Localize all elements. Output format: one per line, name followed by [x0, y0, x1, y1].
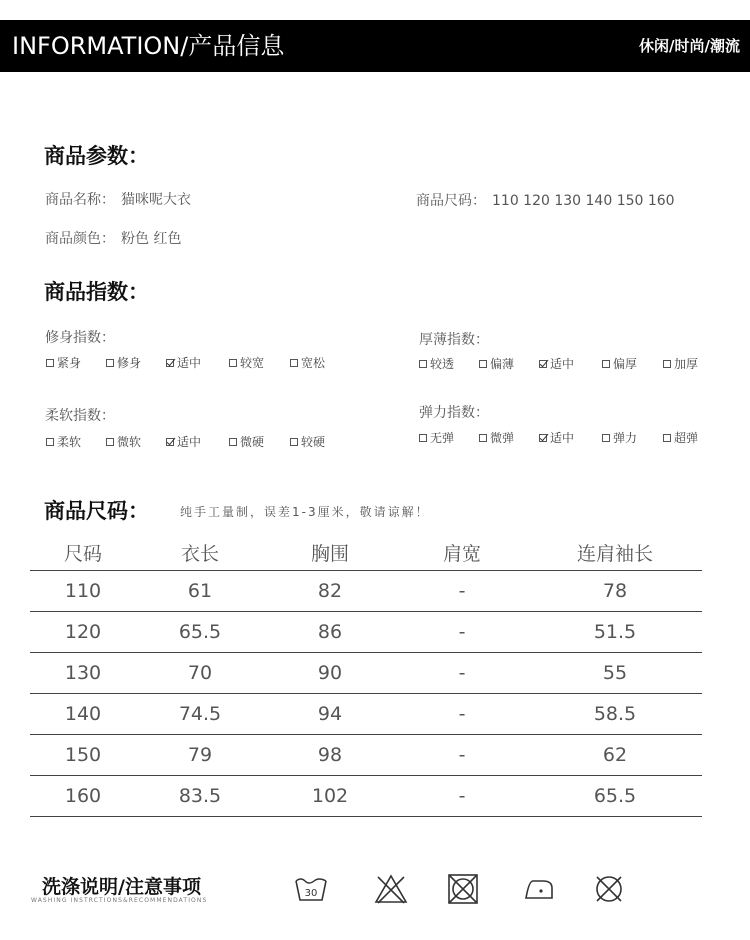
index-option — [479, 429, 539, 446]
checkbox-icon — [290, 359, 298, 367]
table-cell: 61 — [136, 571, 264, 612]
iron-low-icon — [521, 872, 557, 906]
table-cell: - — [396, 571, 528, 612]
sizes-note: 纯手工量制，误差1-3厘米，敬请谅解！ — [180, 505, 430, 519]
index-option-label: 微硬 — [240, 435, 265, 449]
index-option-label: 修身 — [117, 356, 142, 370]
checked-box-icon — [539, 360, 547, 368]
index-option — [602, 429, 663, 446]
checkbox-icon — [479, 434, 487, 442]
sizes-title: 商品尺码： — [44, 499, 149, 523]
checkbox-icon — [602, 434, 610, 442]
table-cell: 94 — [264, 694, 396, 735]
index-options-fit — [46, 354, 325, 371]
index-option — [539, 355, 602, 372]
index-option-label: 微弹 — [490, 431, 515, 445]
checked-box-icon — [166, 438, 174, 446]
index-option — [419, 429, 479, 446]
table-cell: - — [396, 776, 528, 817]
washing-subtitle: WASHING INSTRCTIONS&RECOMMENDATIONS — [31, 897, 208, 904]
table-cell: 65.5 — [136, 612, 264, 653]
index-option-label: 柔软 — [57, 435, 82, 449]
size-table — [30, 534, 702, 817]
table-cell: 51.5 — [528, 612, 702, 653]
index-option — [229, 433, 290, 450]
no-tumble-dry-icon — [445, 872, 481, 906]
table-cell: - — [396, 694, 528, 735]
index-option — [539, 429, 602, 446]
product-size-value: 110 120 130 140 150 160 — [492, 193, 675, 209]
table-cell: 78 — [528, 571, 702, 612]
table-cell: 150 — [30, 735, 136, 776]
index-option — [166, 433, 229, 450]
index-option-label: 超弹 — [674, 431, 699, 445]
index-option — [663, 355, 698, 372]
table-cell: 140 — [30, 694, 136, 735]
table-cell: 160 — [30, 776, 136, 817]
table-row — [30, 735, 702, 776]
table-cell: 86 — [264, 612, 396, 653]
table-cell: 98 — [264, 735, 396, 776]
size-header-cell: 胸围 — [264, 534, 396, 571]
index-option — [602, 355, 663, 372]
index-option-label: 较硬 — [301, 435, 326, 449]
washing-title: 洗涤说明/注意事项 — [42, 876, 201, 898]
product-name — [45, 189, 191, 209]
no-bleach-icon — [373, 872, 409, 906]
checkbox-icon — [602, 360, 610, 368]
index-label-thickness: 厚薄指数： — [419, 332, 489, 348]
index-option — [663, 429, 698, 446]
index-option — [166, 354, 229, 371]
index-option-label: 偏厚 — [613, 357, 638, 371]
index-option-label: 弹力 — [613, 431, 638, 445]
checkbox-icon — [46, 438, 54, 446]
table-cell: - — [396, 735, 528, 776]
table-cell: 83.5 — [136, 776, 264, 817]
table-cell: 70 — [136, 653, 264, 694]
table-cell: 58.5 — [528, 694, 702, 735]
index-option — [106, 433, 166, 450]
checked-box-icon — [539, 434, 547, 442]
checkbox-icon — [419, 360, 427, 368]
index-option — [46, 354, 106, 371]
checkbox-icon — [229, 359, 237, 367]
table-cell: - — [396, 612, 528, 653]
table-cell: 74.5 — [136, 694, 264, 735]
index-option-label: 适中 — [177, 435, 202, 449]
header-title: INFORMATION/产品信息 — [12, 32, 285, 60]
no-dry-clean-icon — [591, 872, 627, 906]
checkbox-icon — [106, 438, 114, 446]
index-option-label: 紧身 — [57, 356, 82, 370]
checked-box-icon — [166, 359, 174, 367]
table-cell: 90 — [264, 653, 396, 694]
product-name-value: 猫咪呢大衣 — [121, 192, 191, 208]
index-label-fit: 修身指数： — [45, 330, 115, 346]
table-cell: 110 — [30, 571, 136, 612]
table-row — [30, 776, 702, 817]
index-option-label: 加厚 — [674, 357, 699, 371]
product-size — [416, 190, 675, 210]
table-row — [30, 571, 702, 612]
product-color — [45, 228, 181, 248]
params-title: 商品参数： — [44, 144, 149, 168]
table-cell: 120 — [30, 612, 136, 653]
header-tagline: 休闲/时尚/潮流 — [639, 37, 740, 55]
size-header-cell: 衣长 — [136, 534, 264, 571]
table-cell: 65.5 — [528, 776, 702, 817]
checkbox-icon — [229, 438, 237, 446]
index-option — [106, 354, 166, 371]
index-label-elasticity: 弹力指数： — [419, 405, 489, 421]
index-option-label: 无弹 — [430, 431, 455, 445]
index-option-label: 微软 — [117, 435, 142, 449]
table-cell: 55 — [528, 653, 702, 694]
checkbox-icon — [663, 360, 671, 368]
index-option-label: 适中 — [177, 356, 202, 370]
index-option-label: 偏薄 — [490, 357, 515, 371]
index-option — [229, 354, 290, 371]
index-option — [290, 354, 325, 371]
checkbox-icon — [479, 360, 487, 368]
index-options-thickness — [419, 355, 698, 372]
table-cell: 79 — [136, 735, 264, 776]
table-row — [30, 694, 702, 735]
product-size-label: 商品尺码： — [416, 193, 486, 209]
table-row — [30, 653, 702, 694]
table-cell: 62 — [528, 735, 702, 776]
wash-temp-label: 30 — [304, 888, 318, 899]
index-label-softness: 柔软指数： — [45, 408, 115, 424]
table-cell: - — [396, 653, 528, 694]
index-option — [479, 355, 539, 372]
index-option-label: 较宽 — [240, 356, 265, 370]
product-color-value: 粉色 红色 — [121, 231, 182, 247]
wash-30-icon — [293, 872, 329, 906]
product-name-label: 商品名称： — [45, 192, 115, 208]
table-row — [30, 612, 702, 653]
table-cell: 130 — [30, 653, 136, 694]
index-option — [46, 433, 106, 450]
index-options-softness — [46, 433, 325, 450]
index-option-label: 宽松 — [301, 356, 326, 370]
indices-title: 商品指数： — [44, 280, 149, 304]
product-color-label: 商品颜色： — [45, 231, 115, 247]
index-option — [419, 355, 479, 372]
size-header-cell: 尺码 — [30, 534, 136, 571]
checkbox-icon — [419, 434, 427, 442]
checkbox-icon — [106, 359, 114, 367]
index-option-label: 适中 — [550, 431, 575, 445]
checkbox-icon — [663, 434, 671, 442]
index-option-label: 适中 — [550, 357, 575, 371]
header-bar — [0, 20, 750, 72]
size-table-header — [30, 534, 702, 571]
index-option-label: 较透 — [430, 357, 455, 371]
index-options-elasticity — [419, 429, 698, 446]
index-option — [290, 433, 325, 450]
checkbox-icon — [290, 438, 298, 446]
checkbox-icon — [46, 359, 54, 367]
size-header-cell: 肩宽 — [396, 534, 528, 571]
table-cell: 82 — [264, 571, 396, 612]
table-cell: 102 — [264, 776, 396, 817]
size-header-cell: 连肩袖长 — [528, 534, 702, 571]
